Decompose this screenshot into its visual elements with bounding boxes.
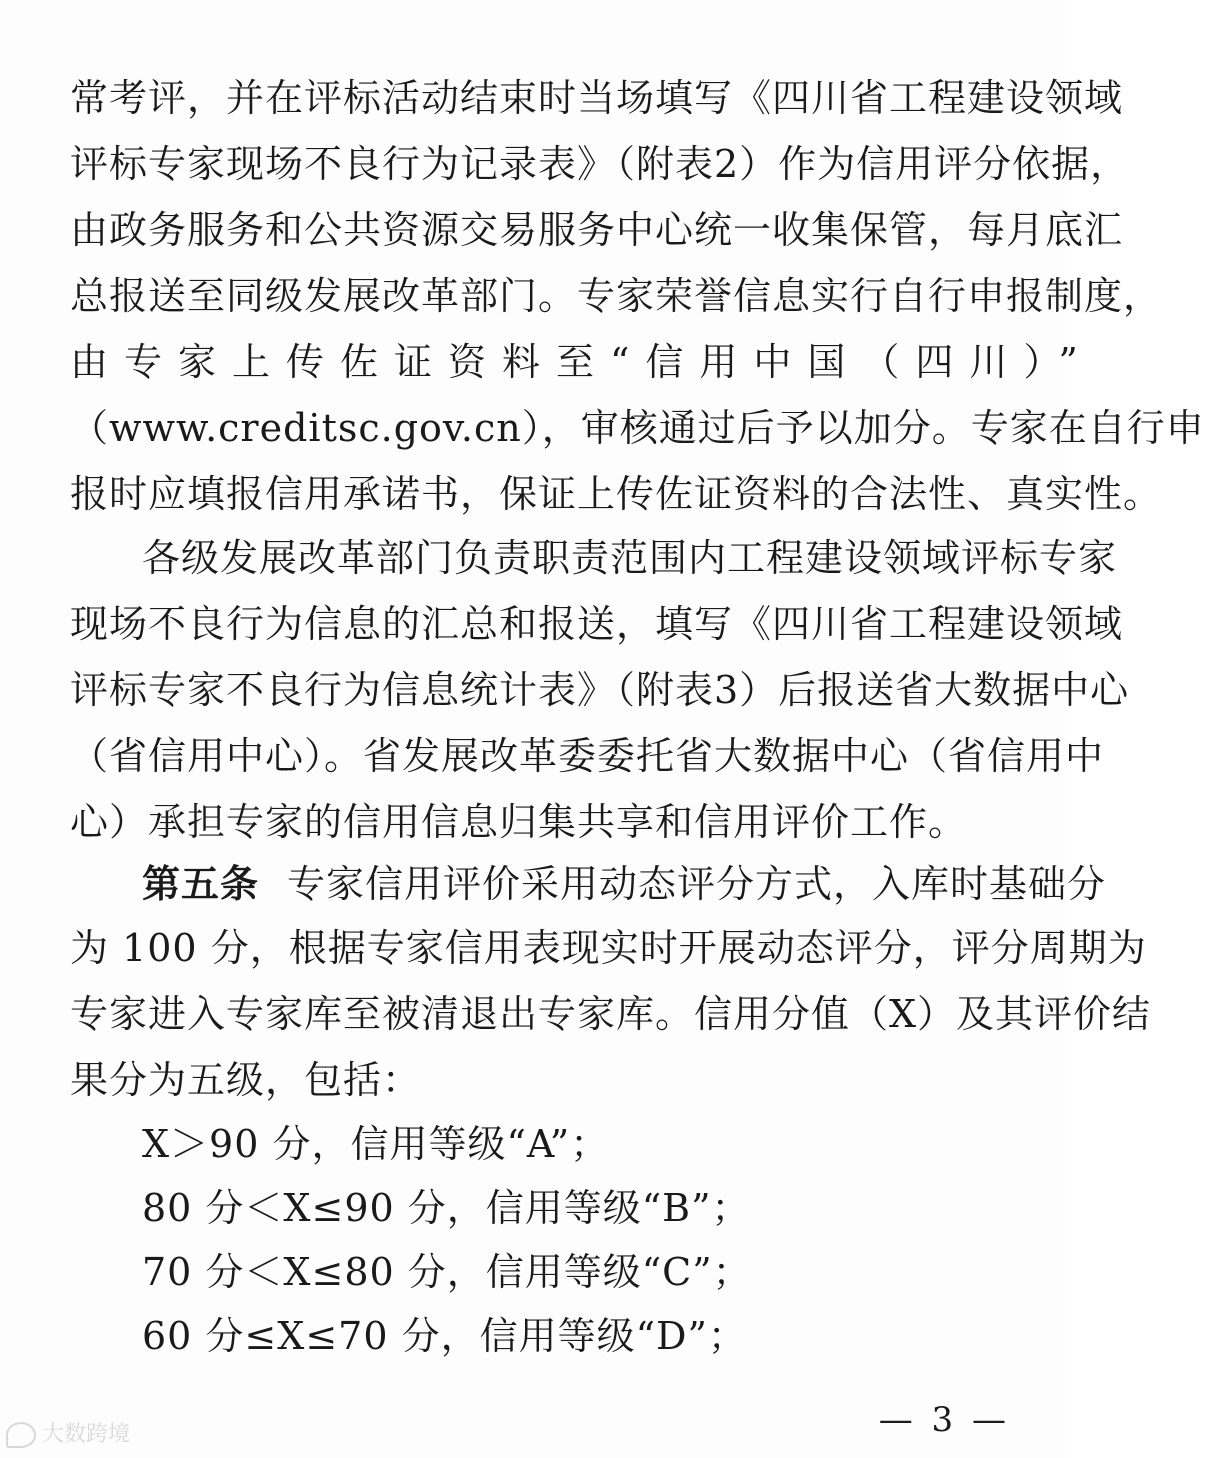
text-line: 为 100 分，根据专家信用表现实时开展动态评分，评分周期为 (70, 926, 1147, 970)
text-line: 由政务服务和公共资源交易服务中心统一收集保管，每月底汇 (70, 208, 1124, 252)
text-line: （www.creditsc.gov.cn），审核通过后予以加分。专家在自行申 (70, 406, 1205, 450)
page-number: — 3 — (878, 1400, 1010, 1440)
text-line: 现场不良行为信息的汇总和报送，填写《四川省工程建设领域 (70, 602, 1124, 646)
text-line: 评标专家不良行为信息统计表》（附表3）后报送省大数据中心 (70, 668, 1130, 712)
text-line: 由专家上传佐证资料至“信用中国（四川）” (70, 340, 1094, 384)
grade-item: 80 分＜X≤90 分，信用等级“B”； (142, 1186, 751, 1230)
text-line: 评标专家现场不良行为记录表》（附表2）作为信用评分依据， (70, 142, 1130, 186)
grade-item: X＞90 分，信用等级“A”； (142, 1122, 610, 1166)
text-line: 报时应填报信用承诺书，保证上传佐证资料的合法性、真实性。 (70, 472, 1163, 516)
text-line: 心）承担专家的信用信息归集共享和信用评价工作。 (70, 800, 968, 844)
article-heading: 第五条 (142, 861, 260, 906)
text-line: 专家进入专家库至被清退出专家库。信用分值（X）及其评价结 (70, 992, 1152, 1036)
chat-bubble-icon (6, 1422, 36, 1448)
watermark-text: 大数跨境 (42, 1422, 131, 1447)
text-line: （省信用中心）。省发展改革委委托省大数据中心（省信用中 (70, 734, 1105, 778)
text-line: 各级发展改革部门负责职责范围内工程建设领域评标专家 (142, 536, 1118, 580)
text-line: 果分为五级，包括： (70, 1058, 422, 1102)
text-line: 专家信用评价采用动态评分方式，入库时基础分 (287, 862, 1107, 906)
text-line: 总报送至同级发展改革部门。专家荣誉信息实行自行申报制度， (70, 274, 1163, 318)
text-line: 常考评，并在评标活动结束时当场填写《四川省工程建设领域 (70, 76, 1124, 120)
grade-item: 60 分≤X≤70 分，信用等级“D”； (142, 1314, 747, 1358)
grade-item: 70 分＜X≤80 分，信用等级“C”； (142, 1250, 752, 1294)
article-heading-line (142, 861, 1107, 906)
watermark (6, 1420, 130, 1450)
